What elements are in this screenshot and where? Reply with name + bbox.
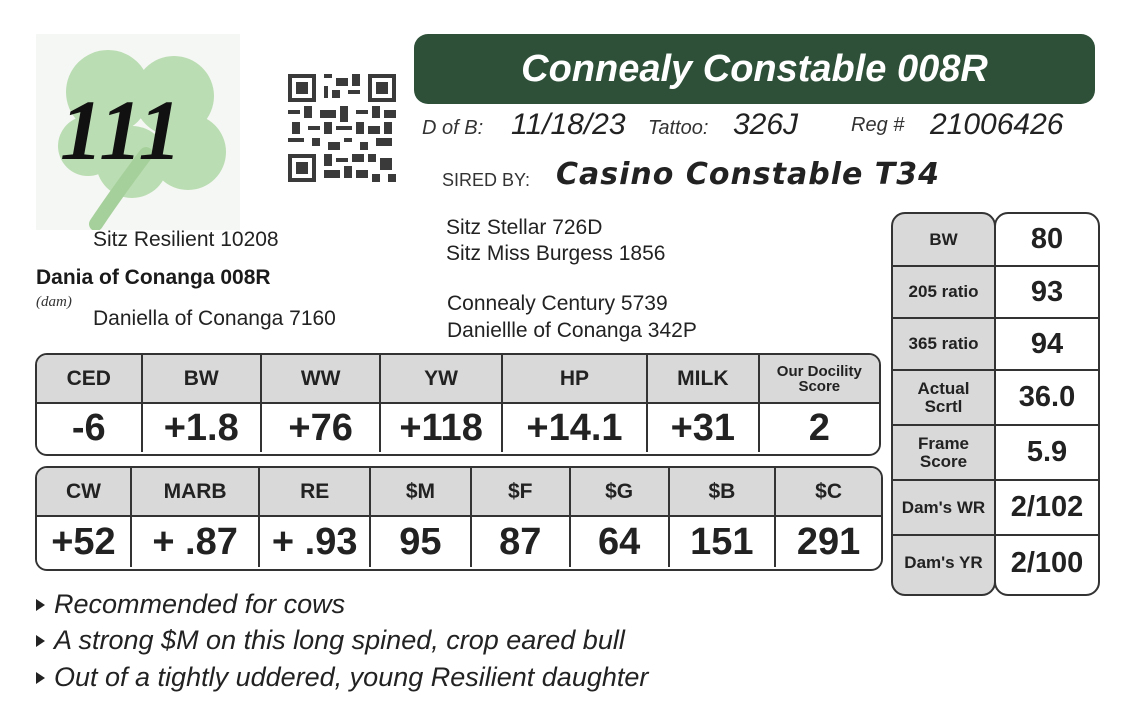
epd-value-milk: +31 [648,404,759,452]
reg-label: Reg # [851,114,905,136]
maternal-granddam: Daniella of Conanga 7160 [93,307,336,330]
epd-header-cw: CW [37,468,132,515]
stat-label-365-ratio: 365 ratio [893,319,994,371]
epd-value-docility: 2 [808,406,830,449]
epd-value-m: 95 [371,517,472,567]
epd-value-hp: +14.1 [503,404,648,452]
note-item [36,662,648,693]
epd-value-ww: +76 [262,404,381,452]
stat-label-dams-yr: Dam's YR [904,553,983,572]
tattoo-value: 326J [733,108,799,141]
epd-value-marb: + .87 [132,517,260,567]
sire-name: Casino Constable T34 [556,157,940,192]
dob-label: D of B: [422,117,484,139]
epd-value-ced: -6 [37,404,143,452]
epd-value-g: 64 [571,517,670,567]
note-item [36,625,625,656]
stat-value-205-ratio: 93 [996,267,1098,319]
epd-value-bw: +1.8 [143,404,262,452]
stat-value-bw: 80 [996,214,1098,267]
dam-line-dam: Daniellle of Conanga 342P [447,319,697,342]
stat-value-dams-yr: 2/100 [1010,546,1084,579]
dob-value: 11/18/23 [511,108,626,141]
stat-label-frame-score: Frame Score [893,426,994,481]
epd-header-ww: WW [262,355,381,402]
bull-name: Connealy Constable 008R [521,47,988,90]
reg-value: 21006426 [930,108,1064,141]
stat-label-205-ratio: 205 ratio [893,267,994,319]
epd-value-b: 151 [670,517,777,567]
bullet-triangle-icon [36,672,45,684]
stat-value-365-ratio: 94 [996,319,1098,371]
epd-header-re: RE [260,468,371,515]
epd-table-2 [35,466,883,571]
epd-header-hp: HP [503,355,648,402]
epd-header-g: $G [571,468,670,515]
note-text: Recommended for cows [54,589,346,619]
epd-header-yw: YW [381,355,502,402]
epd-header-ced: CED [37,355,143,402]
epd-value-c: 291 [796,520,861,563]
dam-label: (dam) [36,294,72,310]
sire-sire: Sitz Stellar 726D [446,216,603,239]
bullet-triangle-icon [36,599,45,611]
epd-header-f: $F [472,468,571,515]
bullet-triangle-icon [36,635,45,647]
epd-header-b: $B [670,468,777,515]
qr-code-icon [282,70,402,186]
epd-value-cw: +52 [37,517,132,567]
stats-values-column [994,212,1100,596]
stat-label-scrotal: Actual Scrtl [893,371,994,426]
stats-labels-column [891,212,996,596]
maternal-grandsire: Sitz Resilient 10208 [93,228,279,251]
epd-table-1 [35,353,881,456]
sire-dam: Sitz Miss Burgess 1856 [446,242,666,265]
note-text: Out of a tightly uddered, young Resilient daughter [54,662,649,692]
epd-value-f: 87 [472,517,571,567]
epd-value-re: + .93 [260,517,371,567]
epd-header-milk: MILK [648,355,759,402]
tattoo-label: Tattoo: [648,117,709,139]
epd-header-bw: BW [143,355,262,402]
stat-label-bw: BW [893,214,994,267]
lot-number: 111 [60,82,183,178]
dam-name: Dania of Conanga 008R [36,266,271,289]
stat-label-dams-wr: Dam's WR [893,481,994,536]
title-banner [414,34,1095,104]
epd-header-m: $M [371,468,472,515]
stat-value-frame-score: 5.9 [996,426,1098,481]
note-text: A strong $M on this long spined, crop eared bull [54,625,625,655]
stat-value-dams-wr: 2/102 [996,481,1098,536]
dam-line-sire: Connealy Century 5739 [447,292,668,315]
note-item [36,589,345,620]
epd-header-c: $C [815,479,843,503]
epd-header-docility: Our Docility Score [776,362,862,395]
epd-header-marb: MARB [132,468,260,515]
stat-value-scrotal: 36.0 [996,371,1098,426]
sired-by-label: SIRED BY: [442,170,531,190]
epd-value-yw: +118 [381,404,502,452]
